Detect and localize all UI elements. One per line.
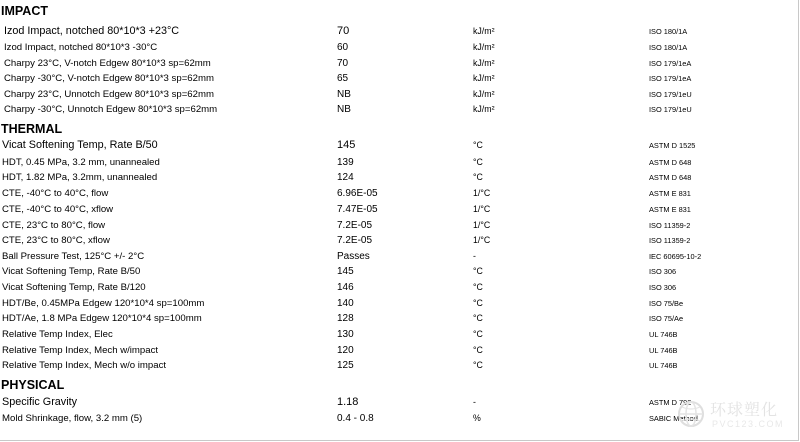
property-name: CTE, -40°C to 40°C, flow bbox=[2, 188, 109, 199]
test-standard: ISO 75/Be bbox=[649, 299, 684, 308]
property-unit: kJ/m² bbox=[473, 104, 495, 114]
table-row bbox=[0, 71, 798, 87]
test-standard: UL 746B bbox=[649, 346, 678, 355]
property-name: Specific Gravity bbox=[2, 396, 77, 408]
property-unit: kJ/m² bbox=[473, 73, 495, 83]
property-value: Passes bbox=[337, 251, 370, 262]
property-name: HDT, 1.82 MPa, 3.2mm, unannealed bbox=[2, 172, 158, 183]
property-name: HDT, 0.45 MPa, 3.2 mm, unannealed bbox=[2, 157, 160, 168]
property-name: Charpy 23°C, Unnotch Edgew 80*10*3 sp=62mm bbox=[4, 89, 214, 100]
property-name: Izod Impact, notched 80*10*3 +23°C bbox=[4, 25, 180, 37]
property-value: 140 bbox=[337, 298, 354, 309]
table-row bbox=[0, 155, 798, 171]
property-unit: kJ/m² bbox=[473, 89, 495, 99]
property-unit: °C bbox=[473, 266, 483, 276]
property-name: Vicat Softening Temp, Rate B/120 bbox=[2, 282, 146, 293]
test-standard: ISO 179/1eA bbox=[649, 59, 692, 68]
table-row bbox=[0, 296, 798, 312]
property-name: HDT/Ae, 1.8 MPa Edgew 120*10*4 sp=100mm bbox=[2, 313, 202, 324]
test-standard: ISO 179/1eU bbox=[649, 90, 692, 99]
test-standard: ISO 75/Ae bbox=[649, 314, 684, 323]
section-title-impact: IMPACT bbox=[1, 4, 48, 18]
property-value: 60 bbox=[337, 42, 349, 53]
test-standard: ISO 306 bbox=[649, 283, 677, 292]
property-unit: °C bbox=[473, 282, 483, 292]
property-unit: kJ/m² bbox=[473, 58, 495, 68]
property-unit: 1/°C bbox=[473, 204, 491, 214]
property-value: 7.2E-05 bbox=[337, 235, 373, 246]
property-value: 7.2E-05 bbox=[337, 220, 373, 231]
table-row bbox=[0, 186, 798, 202]
table-row bbox=[0, 102, 798, 118]
watermark-en-text: PVC123.COM bbox=[712, 419, 785, 429]
table-row bbox=[0, 311, 798, 327]
property-unit: 1/°C bbox=[473, 220, 491, 230]
property-value: 145 bbox=[337, 266, 354, 277]
table-row bbox=[0, 87, 798, 103]
property-name: Charpy -30°C, V-notch Edgew 80*10*3 sp=62mm bbox=[4, 73, 214, 84]
test-standard: ISO 180/1A bbox=[649, 27, 688, 36]
property-name: Vicat Softening Temp, Rate B/50 bbox=[2, 266, 141, 277]
property-name: CTE, -40°C to 40°C, xflow bbox=[2, 204, 114, 215]
test-standard: ISO 180/1A bbox=[649, 43, 688, 52]
table-row bbox=[0, 280, 798, 296]
property-name: Relative Temp Index, Mech w/o impact bbox=[2, 360, 167, 371]
property-unit: 1/°C bbox=[473, 235, 491, 245]
test-standard: ASTM E 831 bbox=[649, 189, 691, 198]
test-standard: UL 746B bbox=[649, 330, 678, 339]
property-unit: 1/°C bbox=[473, 188, 491, 198]
globe-logo-icon bbox=[676, 399, 706, 429]
property-value: 0.4 - 0.8 bbox=[337, 413, 374, 424]
property-value: 7.47E-05 bbox=[337, 204, 378, 215]
table-row bbox=[0, 233, 798, 249]
section-title-thermal: THERMAL bbox=[1, 122, 63, 136]
property-unit: kJ/m² bbox=[473, 42, 495, 52]
property-name: Izod Impact, notched 80*10*3 -30°C bbox=[4, 42, 158, 53]
table-row bbox=[0, 170, 798, 186]
property-name: CTE, 23°C to 80°C, flow bbox=[2, 220, 106, 231]
test-standard: ISO 179/1eA bbox=[649, 74, 692, 83]
table-row bbox=[0, 202, 798, 218]
property-value: 139 bbox=[337, 157, 354, 168]
property-value: NB bbox=[337, 104, 351, 115]
test-standard: ISO 306 bbox=[649, 267, 677, 276]
property-name: HDT/Be, 0.45MPa Edgew 120*10*4 sp=100mm bbox=[2, 298, 205, 309]
test-standard: ISO 11359-2 bbox=[649, 236, 691, 245]
property-unit: °C bbox=[473, 140, 483, 150]
property-value: 6.96E-05 bbox=[337, 188, 378, 199]
property-name: Mold Shrinkage, flow, 3.2 mm (5) bbox=[2, 413, 143, 424]
property-value: 128 bbox=[337, 313, 354, 324]
property-unit: °C bbox=[473, 298, 483, 308]
test-standard: ASTM D 648 bbox=[649, 173, 692, 182]
property-unit: kJ/m² bbox=[473, 26, 495, 36]
test-standard: ISO 11359-2 bbox=[649, 221, 691, 230]
test-standard: ASTM D 648 bbox=[649, 158, 692, 167]
property-unit: °C bbox=[473, 360, 483, 370]
property-unit: % bbox=[473, 413, 481, 423]
test-standard: ASTM D 1525 bbox=[649, 141, 696, 150]
test-standard: SABIC Method bbox=[649, 414, 698, 423]
table-row bbox=[0, 343, 798, 359]
property-name: Charpy 23°C, V-notch Edgew 80*10*3 sp=62mm bbox=[4, 58, 211, 69]
property-value: 65 bbox=[337, 73, 349, 84]
table-row bbox=[0, 138, 798, 154]
table-row bbox=[0, 249, 798, 265]
test-standard: UL 746B bbox=[649, 361, 678, 370]
property-unit: °C bbox=[473, 345, 483, 355]
property-unit: - bbox=[473, 397, 476, 407]
property-value: 124 bbox=[337, 172, 354, 183]
property-unit: °C bbox=[473, 329, 483, 339]
property-value: 146 bbox=[337, 282, 354, 293]
watermark-cn-text: 环球塑化 bbox=[710, 400, 779, 419]
table-row bbox=[0, 40, 798, 56]
property-unit: °C bbox=[473, 172, 483, 182]
table-row bbox=[0, 24, 798, 40]
property-value: 120 bbox=[337, 345, 354, 356]
property-unit: °C bbox=[473, 313, 483, 323]
watermark bbox=[676, 393, 800, 439]
test-standard: IEC 60695-10-2 bbox=[649, 252, 702, 261]
table-row bbox=[0, 264, 798, 280]
property-value: 145 bbox=[337, 139, 356, 151]
property-value: 70 bbox=[337, 25, 350, 37]
test-standard: ISO 179/1eU bbox=[649, 105, 692, 114]
property-value: 130 bbox=[337, 329, 354, 340]
table-row bbox=[0, 358, 798, 374]
property-unit: °C bbox=[473, 157, 483, 167]
property-value: 125 bbox=[337, 360, 354, 371]
property-name: CTE, 23°C to 80°C, xflow bbox=[2, 235, 110, 246]
property-value: NB bbox=[337, 89, 351, 100]
property-unit: - bbox=[473, 251, 476, 261]
property-name: Relative Temp Index, Elec bbox=[2, 329, 113, 340]
property-value: 70 bbox=[337, 58, 349, 69]
property-name: Vicat Softening Temp, Rate B/50 bbox=[2, 139, 158, 151]
property-value: 1.18 bbox=[337, 396, 359, 408]
table-row bbox=[0, 56, 798, 72]
property-name: Charpy -30°C, Unnotch Edgew 80*10*3 sp=62mm bbox=[4, 104, 218, 115]
property-name: Relative Temp Index, Mech w/impact bbox=[2, 345, 159, 356]
section-title-physical: PHYSICAL bbox=[1, 378, 65, 392]
test-standard: ASTM D 792 bbox=[649, 398, 692, 407]
property-name: Ball Pressure Test, 125°C +/- 2°C bbox=[2, 251, 145, 262]
table-row bbox=[0, 218, 798, 234]
test-standard: ASTM E 831 bbox=[649, 205, 691, 214]
table-row bbox=[0, 327, 798, 343]
